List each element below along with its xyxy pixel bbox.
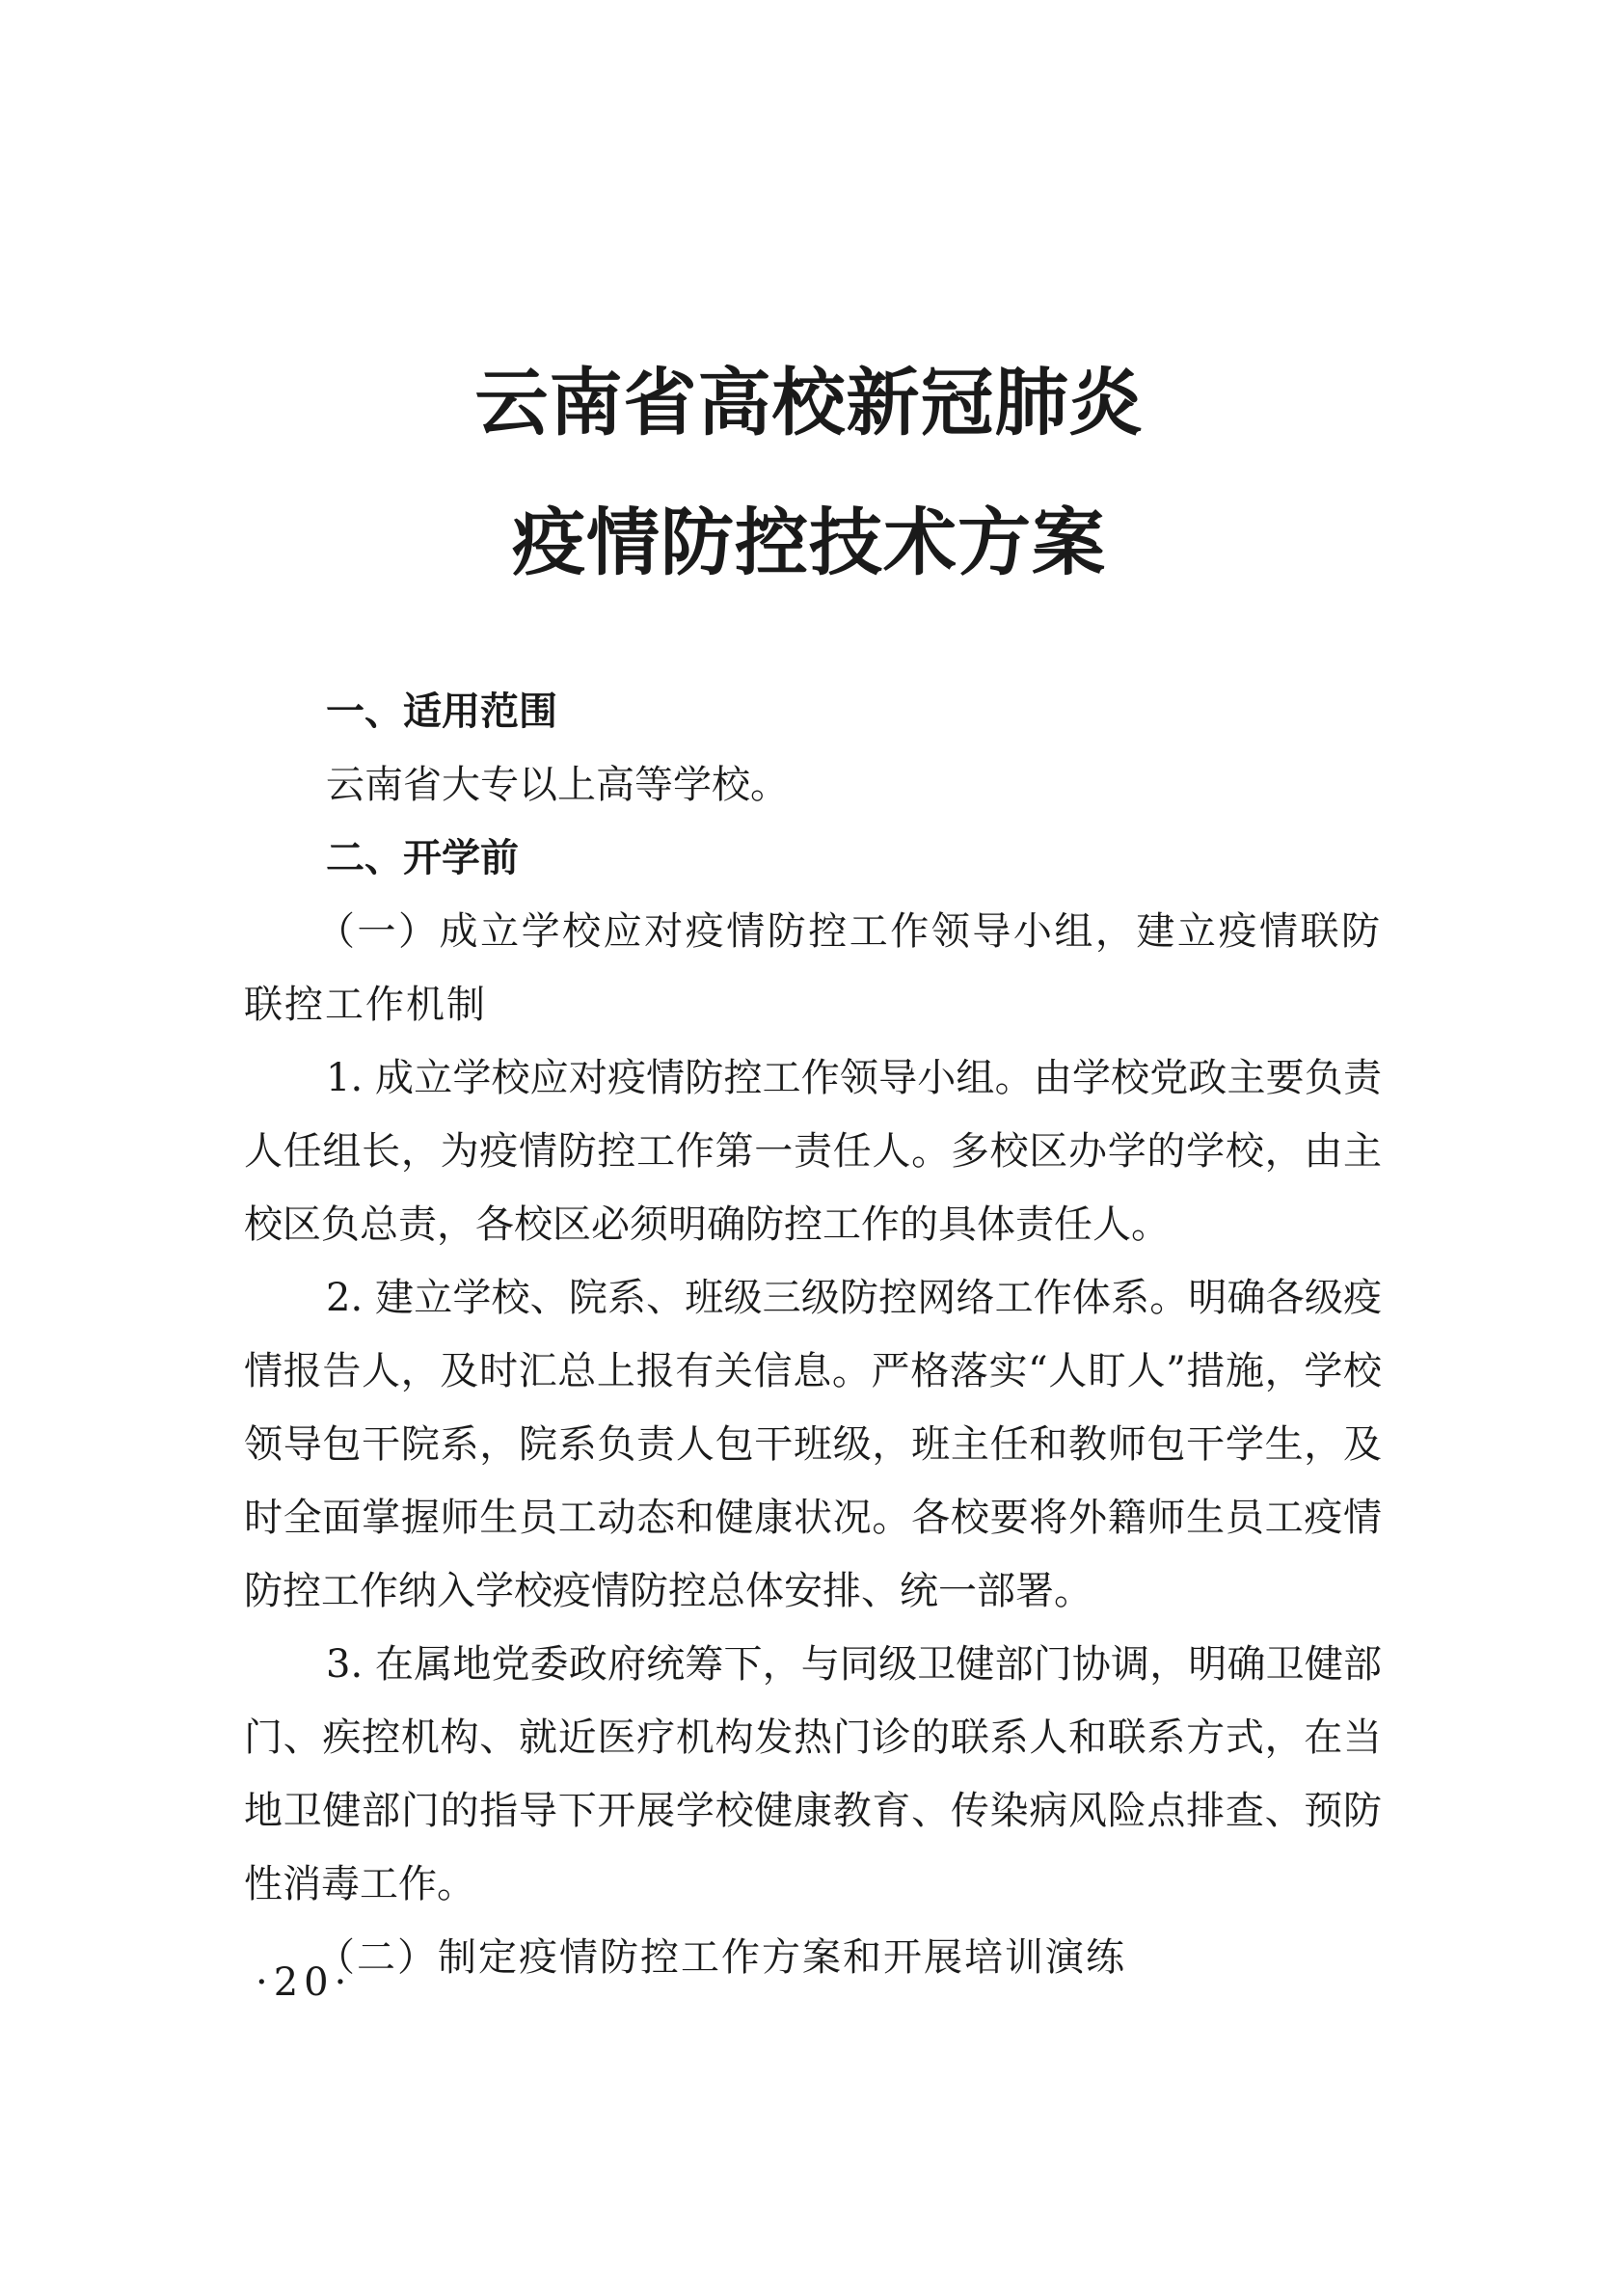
section-heading-before-school: 二、开学前: [326, 836, 519, 880]
sub-heading-leadership-group: （一）成立学校应对疫情防控工作领导小组，建立疫情联防联控工作机制: [244, 909, 1382, 1027]
paragraph-scope: 云南省大专以上高等学校。: [326, 763, 789, 807]
paragraph-item-1: 1. 成立学校应对疫情防控工作领导小组。由学校党政主要负责人任组长，为疫情防控工作第一责任人。多校区办学的学校，由主校区负总责，各校区必须明确防控工作的具体责任人。: [244, 1056, 1382, 1247]
sub-heading-prevention-plan: （二）制定疫情防控工作方案和开展培训演练: [316, 1935, 1126, 1980]
page-number: ·20·: [256, 1960, 353, 2005]
document-title-line-1: 云南省高校新冠肺炎: [474, 360, 1144, 446]
document-body: [244, 675, 1382, 1994]
section-heading-scope: 一、适用范围: [326, 689, 557, 734]
document-title-line-2: 疫情防控技术方案: [512, 500, 1106, 585]
paragraph-item-2: 2. 建立学校、院系、班级三级防控网络工作体系。明确各级疫情报告人，及时汇总上报有关信息。严格落实“人盯人”措施，学校领导包干院系，院系负责人包干班级，班主任和教师包干学生，及时全面掌握师生员工动态和健康状况。各校要将外籍师生员工疫情防控工作纳入学校疫情防控总体安排、统一部署。: [244, 1276, 1382, 1613]
paragraph-item-3: 3. 在属地党委政府统筹下，与同级卫健部门协调，明确卫健部门、疾控机构、就近医疗机构发热门诊的联系人和联系方式，在当地卫健部门的指导下开展学校健康教育、传染病风险点排查、预防性消毒工作。: [244, 1642, 1382, 1906]
